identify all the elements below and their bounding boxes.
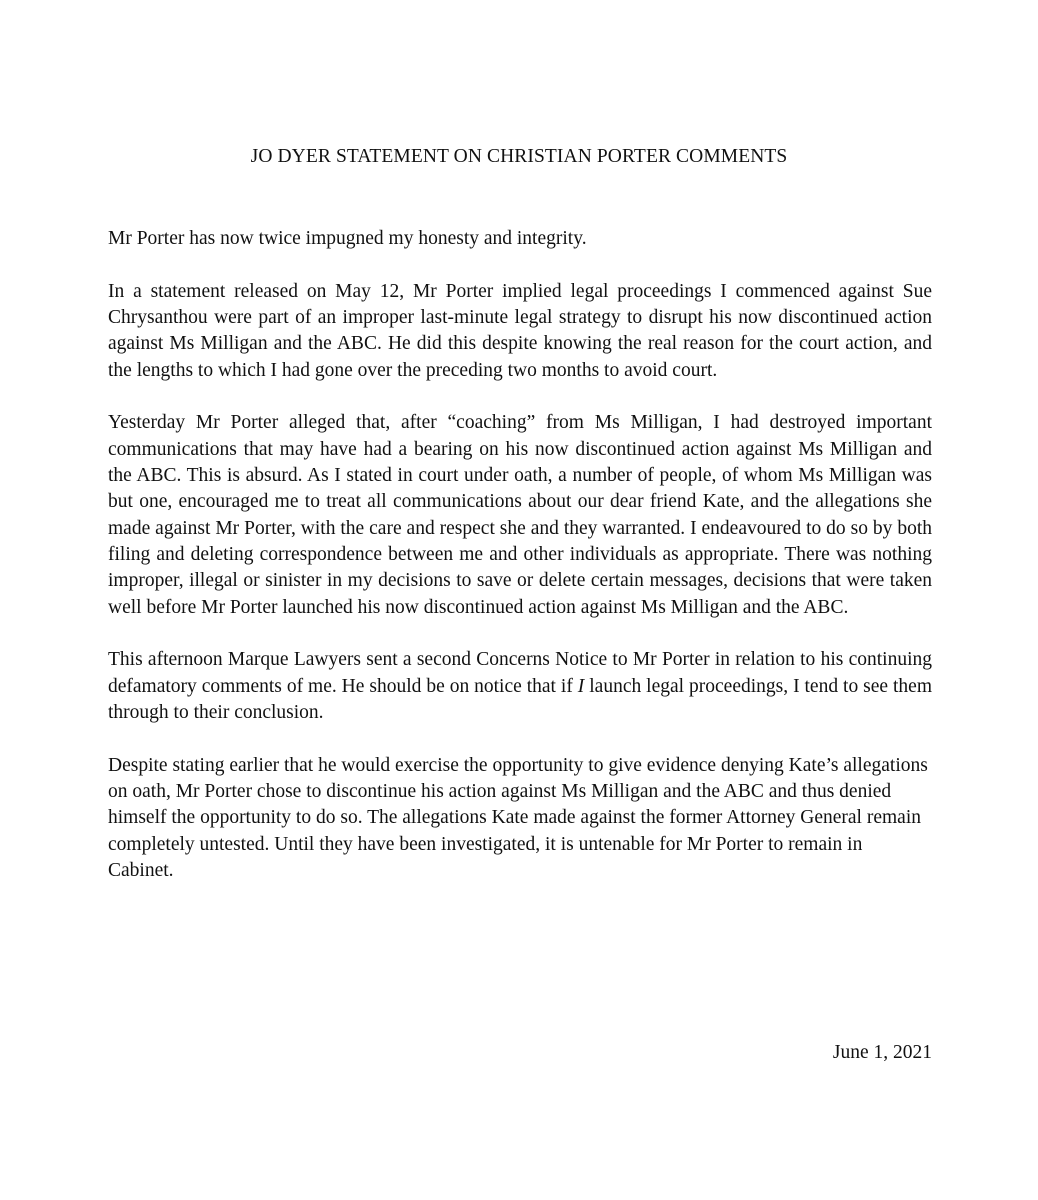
paragraph-honesty: Mr Porter has now twice impugned my honesty and integrity. (108, 228, 587, 249)
emphasized-pronoun: I (577, 675, 585, 697)
statement-date: June 1, 2021 (832, 1042, 932, 1063)
concerns-notice-text-end: launch legal proceedings, I tend to see them through to their conclusion. (108, 675, 932, 723)
statement-body (108, 226, 932, 911)
concerns-notice-text-start: This afternoon Marque Lawyers sent a second Concerns Notice to Mr Porter in relation to his continuing defamatory comments of me. He should be on notice that if (108, 649, 932, 697)
paragraph-untested-allegations: Despite stating earlier that he would exercise the opportunity to give evidence denying Kate’s allegations on oath, Mr Porter chose to discontinue his action against Ms Milligan and the ABC and thus denied himself the opportunity to do so. The allegations Kate made against the former Attorney General remain completely untested. Until they have been investigated, it is untenable for Mr Porter to remain in Cabinet. (108, 754, 928, 881)
paragraph-concerns-notice (108, 647, 932, 726)
statement-title: JO DYER STATEMENT ON CHRISTIAN PORTER COMMENTS (250, 146, 788, 167)
paragraph-coaching-allegation: Yesterday Mr Porter alleged that, after “coaching” from Ms Milligan, I had destroyed important communications that may have had a bearing on his now discontinued action against Ms Milligan and the ABC. This is absurd. As I stated in court under oath, a number of people, of whom Ms Milligan was but one, encouraged me to treat all communications about our dear friend Kate, and the allegations she made against Mr Porter, with the care and respect she and they warranted. I endeavoured to do so by both filing and deleting correspondence between me and other individuals as appropriate. There was nothing improper, illegal or sinister in my decisions to save or delete certain messages, decisions that were taken well before Mr Porter launched his now discontinued action against Ms Milligan and the ABC. (108, 412, 932, 618)
paragraph-may-statement: In a statement released on May 12, Mr Porter implied legal proceedings I commenced against Sue Chrysanthou were part of an improper last-minute legal strategy to disrupt his now discontinued action against Ms Milligan and the ABC. He did this despite knowing the real reason for the court action, and the lengths to which I had gone over the preceding two months to avoid court. (108, 280, 932, 381)
